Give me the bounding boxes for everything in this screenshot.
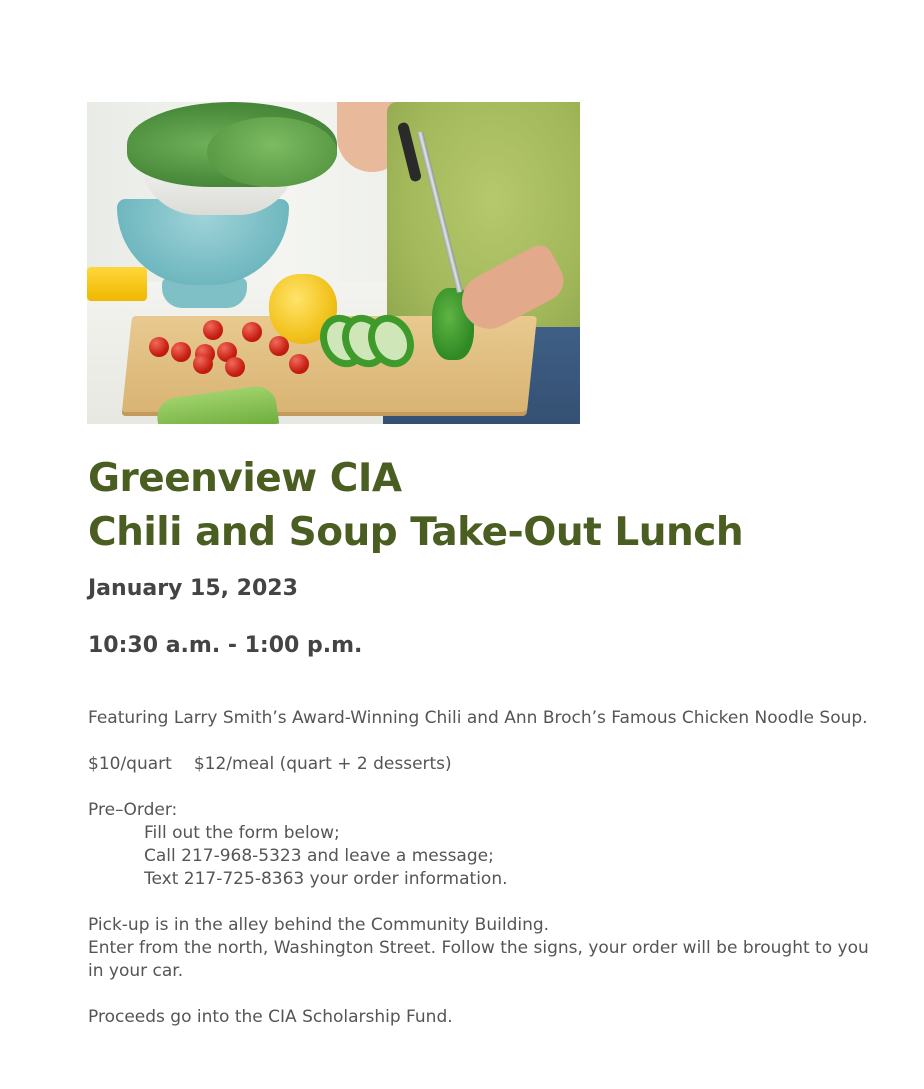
preorder-heading: Pre–Order: — [88, 800, 178, 820]
photo-tomato — [193, 354, 213, 374]
photo-yellow-object — [87, 267, 147, 301]
photo-tomato — [242, 322, 262, 342]
preorder-option-text: Text 217-725-8363 your order information. — [144, 869, 508, 889]
photo-tomato — [289, 354, 309, 374]
photo-tomato — [269, 336, 289, 356]
preorder-option-form: Fill out the form below; — [144, 823, 340, 843]
photo-tomato — [149, 337, 169, 357]
photo-tomato — [171, 342, 191, 362]
featuring-text: Featuring Larry Smith’s Award-Winning Chili and Ann Broch’s Famous Chicken Noodle Soup. — [88, 708, 868, 728]
photo-tomato — [225, 357, 245, 377]
hero-photo — [87, 102, 580, 424]
preorder-option-call: Call 217-968-5323 and leave a message; — [144, 846, 494, 866]
title-line-organization: Greenview CIA — [88, 456, 402, 501]
event-date: January 15, 2023 — [88, 576, 298, 601]
pickup-directions: Enter from the north, Washington Street. Follow the signs, your order will be brought to you in your car. — [88, 938, 869, 981]
proceeds-text: Proceeds go into the CIA Scholarship Fund. — [88, 1007, 453, 1027]
page-title — [88, 452, 743, 560]
title-line-event: Chili and Soup Take-Out Lunch — [88, 510, 744, 555]
event-time: 10:30 a.m. - 1:00 p.m. — [88, 633, 363, 658]
price-quart: $10/quart — [88, 754, 172, 774]
photo-tomato — [203, 320, 223, 340]
price-line — [88, 753, 878, 776]
pickup-location: Pick-up is in the alley behind the Community Building. — [88, 915, 550, 935]
event-details — [88, 707, 878, 1029]
price-meal: $12/meal (quart + 2 desserts) — [193, 754, 452, 774]
photo-lettuce-leaf — [207, 117, 337, 187]
